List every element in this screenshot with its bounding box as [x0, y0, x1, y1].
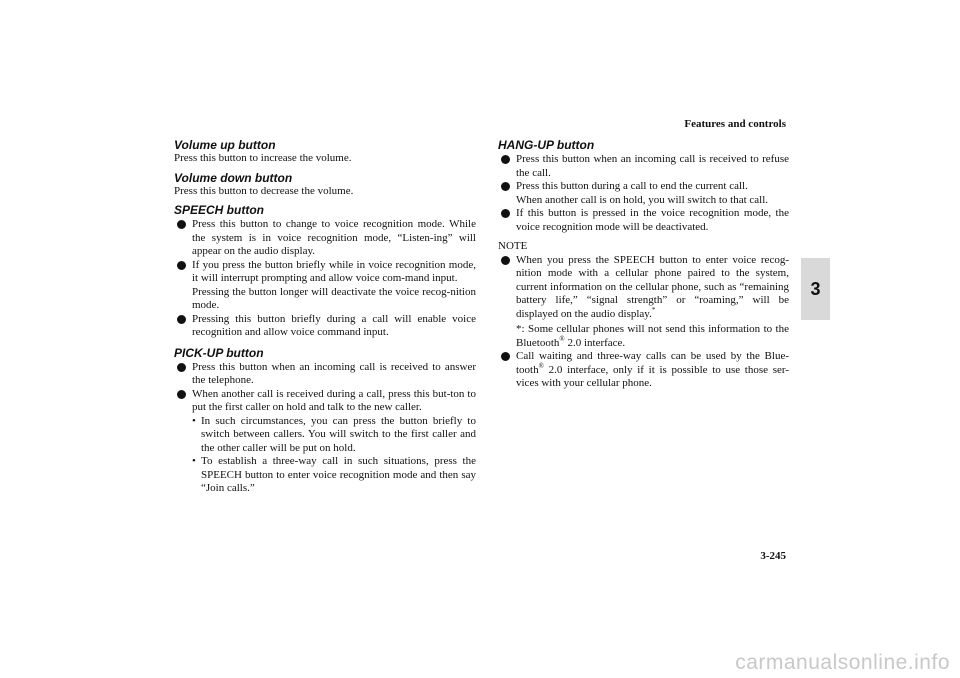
- hangup-bullet-3: If this button is pressed in the voice recognition mode, the voice recognition mode will be deactivated.: [498, 207, 789, 234]
- speech-heading: SPEECH button: [174, 203, 264, 217]
- bullet-icon: [177, 220, 186, 229]
- note-bullet-1: When you press the SPEECH button to enter voice recog-nition mode with a cellular phone paired to the system, current information on the cellular phone, such as “remaining battery life,” “signal strength” or “roaming,” will be displayed on the audio display.* *: Some cellular phones will not send this information to the Bluetooth® 2.0 interface.: [498, 254, 789, 351]
- right-column: [498, 138, 789, 391]
- registered-mark: ®: [559, 334, 565, 343]
- note-footnote: *: Some cellular phones will not send this information to the Bluetooth® 2.0 interface.: [516, 323, 789, 349]
- left-column: [174, 138, 476, 496]
- speech-bullet-2: If you press the button briefly while in voice recognition mode, it will interrupt prompting and allow voice com-mand input. Pressing the button longer will deactivate the voice recog-nition mode.: [174, 259, 476, 313]
- hangup-bullet-1: Press this button when an incoming call is received to refuse the call.: [498, 153, 789, 180]
- page-number: 3-245: [760, 550, 786, 562]
- pickup-heading: PICK-UP button: [174, 345, 264, 360]
- volume-up-heading: Volume up button: [174, 138, 276, 152]
- volume-down-text: Press this button to decrease the volume.: [174, 184, 354, 197]
- subitem-marker: •: [192, 414, 196, 427]
- volume-down-heading: Volume down button: [174, 170, 293, 185]
- registered-mark: ®: [538, 361, 544, 370]
- bullet-icon: [177, 261, 186, 270]
- note-bullet-2: Call waiting and three-way calls can be used by the Blue-tooth® 2.0 interface, only if it is possible to use those ser-vices with your cellular phone.: [498, 350, 789, 391]
- bullet-icon: [501, 352, 510, 361]
- subitem-marker: •: [192, 455, 196, 467]
- volume-up-text: Press this button to increase the volume.: [174, 152, 352, 164]
- note-label: NOTE: [498, 240, 528, 252]
- pickup-bullet-1: Press this button when an incoming call is received to answer the telephone.: [174, 361, 476, 388]
- bullet-icon: [501, 256, 510, 265]
- pickup-bullet-2: When another call is received during a call, press this but-ton to put the first caller on hold and talk to the new caller. • In such circumstances, you can press the button briefly to switch between callers. You will switch to the first caller and the other caller will be put on hold. • To establish a three-way call in such situations, press the SPEECH button to enter voice recognition mode and then say “Join calls.”: [174, 388, 476, 496]
- bullet-icon: [501, 182, 510, 191]
- pickup-subitem-1: • In such circumstances, you can press the button briefly to switch between callers. You will switch to the first caller and the other caller will be put on hold.: [192, 414, 476, 454]
- speech-bullet-3: Pressing this button briefly during a call will enable voice recognition and allow voice command input.: [174, 313, 476, 340]
- bullet-icon: [177, 390, 186, 399]
- hangup-bullet-2: Press this button during a call to end the current call. When another call is on hold, you will switch to that call.: [498, 180, 789, 207]
- pickup-subitem-2: • To establish a three-way call in such situations, press the SPEECH button to enter voice recognition mode and then say “Join calls.”: [192, 455, 476, 494]
- chapter-tab: 3: [801, 258, 830, 320]
- running-header: Features and controls: [684, 118, 786, 130]
- bullet-icon: [501, 155, 510, 164]
- bullet-icon: [177, 315, 186, 324]
- hangup-heading: HANG-UP button: [498, 138, 595, 152]
- watermark: carmanualsonline.info: [735, 651, 950, 674]
- speech-bullet-1: Press this button to change to voice recognition mode. While the system is in voice recognition mode, “Listen-ing” will appear on the audio display.: [174, 218, 476, 259]
- footnote-mark: *: [651, 305, 656, 314]
- bullet-icon: [177, 363, 186, 372]
- bullet-icon: [501, 209, 510, 218]
